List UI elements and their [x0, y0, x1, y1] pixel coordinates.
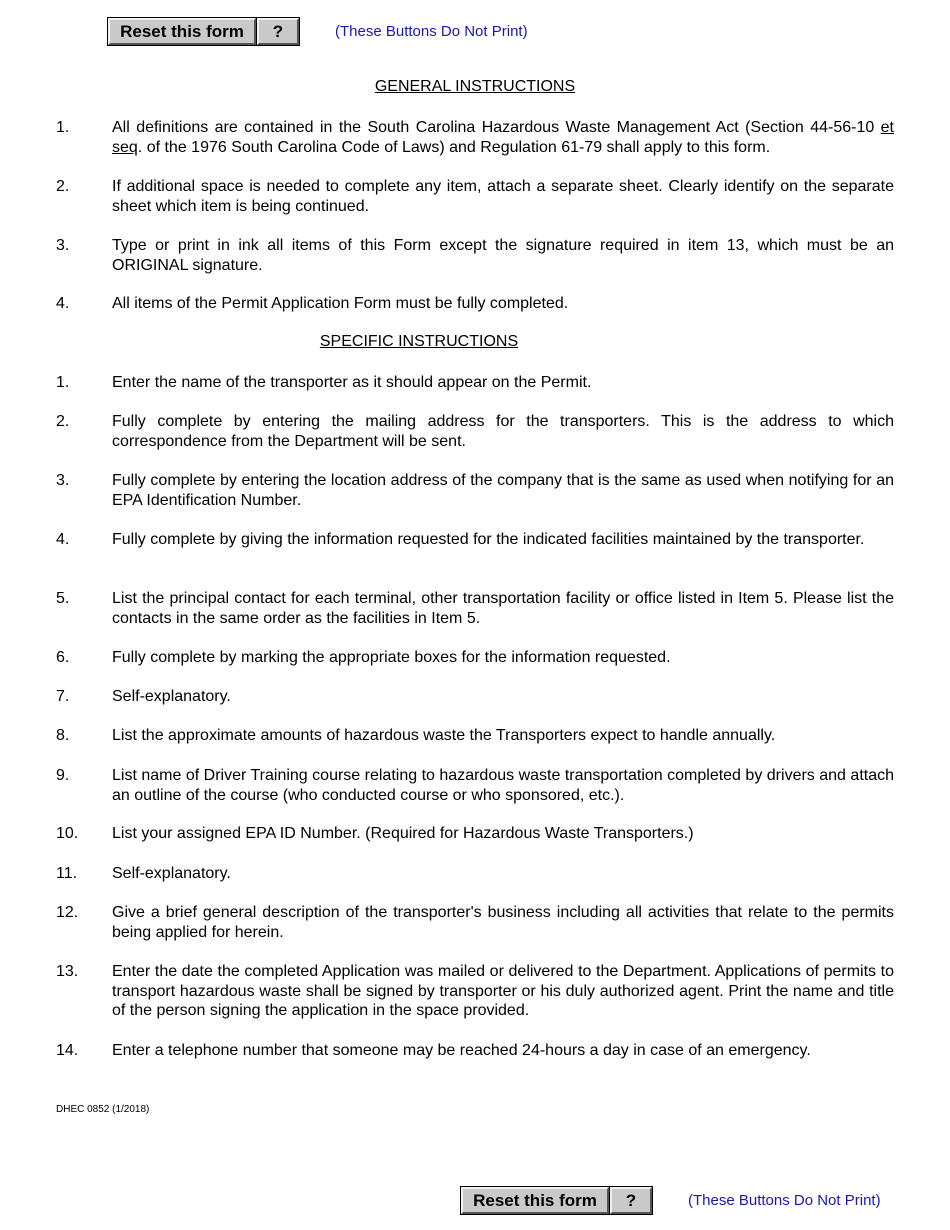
general-item-3	[56, 236, 894, 275]
help-button[interactable]: ?	[257, 18, 299, 45]
bottom-button-bar	[461, 1187, 881, 1214]
specific-item-9	[56, 766, 894, 805]
item-text: Fully complete by entering the mailing address for the transporters. This is the address to which correspondence from the Department will be sent.	[112, 413, 894, 450]
item-number: 14.	[56, 1042, 79, 1059]
specific-item-13	[56, 962, 894, 1021]
general-item-1	[56, 118, 894, 157]
item-text: All definitions are contained in the South Carolina Hazardous Waste Management Act (Section 44-56-10 et seq. of the 1976 South Carolina Code of Laws) and Regulation 61-79 shall apply to this form.	[112, 119, 894, 156]
help-button[interactable]: ?	[610, 1187, 652, 1214]
specific-instructions-heading: SPECIFIC INSTRUCTIONS	[319, 333, 519, 350]
item-text: List the principal contact for each terminal, other transportation facility or office listed in Item 5. Please list the contacts in the same order as the facilities in Item 5.	[112, 590, 894, 627]
specific-item-2	[56, 412, 894, 451]
item-number: 10.	[56, 825, 79, 842]
item-text: List the approximate amounts of hazardous waste the Transporters expect to handle annually.	[112, 727, 776, 744]
item-text: Enter a telephone number that someone may be reached 24-hours a day in case of an emergency.	[112, 1042, 811, 1059]
item-number: 3.	[56, 237, 70, 254]
general-instructions-heading: GENERAL INSTRUCTIONS	[374, 78, 576, 95]
seq-text: seq	[112, 138, 138, 156]
item-number: 8.	[56, 727, 70, 744]
specific-item-11	[56, 864, 894, 884]
item-text: Self-explanatory.	[112, 865, 231, 882]
item-number: 6.	[56, 649, 70, 666]
item-text: All items of the Permit Application Form must be fully completed.	[112, 295, 569, 312]
specific-item-10	[56, 824, 894, 844]
item-number: 1.	[56, 119, 70, 136]
specific-item-7	[56, 687, 894, 707]
reset-form-button[interactable]: Reset this form	[461, 1187, 609, 1214]
specific-item-3	[56, 471, 894, 510]
item-text: Self-explanatory.	[112, 688, 231, 705]
item-number: 4.	[56, 531, 70, 548]
general-item-2	[56, 177, 894, 216]
item-text: Type or print in ink all items of this Form except the signature required in item 13, which must be an ORIGINAL signature.	[112, 237, 894, 274]
item-number: 12.	[56, 904, 79, 921]
item-number: 7.	[56, 688, 70, 705]
item-text: Fully complete by giving the information requested for the indicated facilities maintained by the transporter.	[112, 531, 865, 548]
item-text: Enter the name of the transporter as it should appear on the Permit.	[112, 374, 592, 391]
item-text: If additional space is needed to complete any item, attach a separate sheet. Clearly identify on the separate sheet which item is being continued.	[112, 178, 894, 215]
top-button-bar	[108, 18, 528, 45]
item-number: 2.	[56, 413, 70, 430]
reset-form-button[interactable]: Reset this form	[108, 18, 256, 45]
general-item-4	[56, 294, 894, 314]
specific-item-8	[56, 726, 894, 746]
specific-item-4	[56, 530, 894, 550]
item-number: 9.	[56, 767, 70, 784]
item-text: Give a brief general description of the transporter's business including all activities that relate to the permits being applied for herein.	[112, 904, 894, 941]
item-number: 11.	[56, 865, 78, 882]
item-number: 1.	[56, 374, 70, 391]
item-number: 5.	[56, 590, 70, 607]
item-number: 13.	[56, 963, 79, 980]
specific-item-14	[56, 1041, 894, 1061]
item-number: 3.	[56, 472, 70, 489]
item-text: Enter the date the completed Application was mailed or delivered to the Department. Applications of permits to transport hazardous waste shall be signed by transporter or his duly authorized agent. Print the name and title of the person signing the application in the space provided.	[112, 963, 894, 1019]
item-number: 2.	[56, 178, 70, 195]
item-text: Fully complete by entering the location address of the company that is the same as used when notifying for an EPA Identification Number.	[112, 472, 894, 509]
item-text: Fully complete by marking the appropriate boxes for the information requested.	[112, 649, 671, 666]
item-text: List name of Driver Training course relating to hazardous waste transportation completed by drivers and attach an outline of the course (who conducted course or who sponsored, etc.).	[112, 767, 894, 804]
specific-item-6	[56, 648, 894, 668]
item-number: 4.	[56, 295, 70, 312]
specific-item-5	[56, 589, 894, 628]
no-print-note: (These Buttons Do Not Print)	[335, 23, 528, 40]
specific-item-12	[56, 903, 894, 942]
et-text: et	[880, 119, 894, 136]
form-code: DHEC 0852 (1/2018)	[56, 1104, 150, 1115]
no-print-note: (These Buttons Do Not Print)	[688, 1192, 881, 1209]
item-text: List your assigned EPA ID Number. (Required for Hazardous Waste Transporters.)	[112, 825, 694, 842]
specific-item-1	[56, 373, 894, 393]
